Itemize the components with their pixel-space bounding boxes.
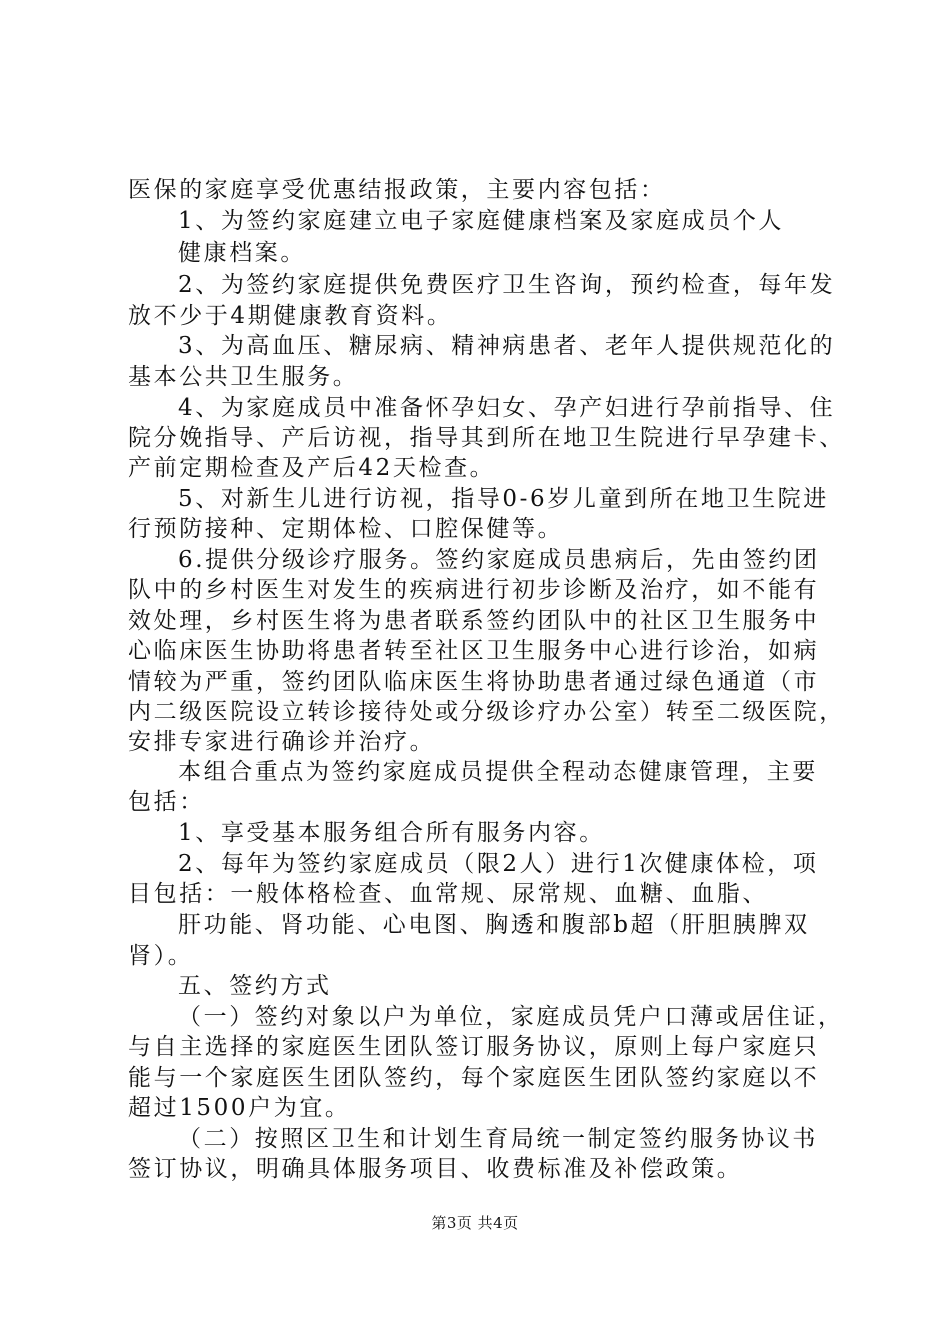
text-line: 2、每年为签约家庭成员（限2人）进行1次健康体检，项 bbox=[178, 851, 819, 877]
text-line: 与自主选择的家庭医生团队签订服务协议，原则上每户家庭只 bbox=[128, 1034, 820, 1060]
text-line: 本组合重点为签约家庭成员提供全程动态健康管理，主要 bbox=[178, 759, 818, 785]
text-line: 肾）。 bbox=[128, 943, 194, 969]
text-line: 放不少于4期健康教育资料。 bbox=[128, 303, 453, 329]
text-line: 基本公共卫生服务。 bbox=[128, 364, 359, 390]
text-line: （一）签约对象以户为单位，家庭成员凭户口薄或居住证， bbox=[178, 1004, 844, 1030]
text-line: 5、对新生儿进行访视，指导0-6岁儿童到所在地卫生院进 bbox=[178, 486, 829, 512]
page-number: 第3页 共4页 bbox=[431, 1214, 519, 1232]
text-line: （二）按照区卫生和计划生育局统一制定签约服务协议书 bbox=[178, 1126, 818, 1152]
text-line: 包括： bbox=[128, 789, 205, 815]
text-line: 目包括：一般体格检查、血常规、尿常规、血糖、血脂、 bbox=[128, 881, 768, 907]
text-line: 效处理，乡村医生将为患者联系签约团队中的社区卫生服务中 bbox=[128, 608, 820, 634]
text-line: 队中的乡村医生对发生的疾病进行初步诊断及治疗，如不能有 bbox=[128, 577, 820, 603]
text-line: 医保的家庭享受优惠结报政策，主要内容包括： bbox=[128, 177, 666, 203]
text-line: 肝功能、肾功能、心电图、胸透和腹部b超（肝胆胰脾双 bbox=[178, 912, 810, 938]
text-line: 6.提供分级诊疗服务。签约家庭成员患病后，先由签约团 bbox=[178, 547, 820, 573]
text-line: 3、为高血压、糖尿病、精神病患者、老年人提供规范化的 bbox=[178, 333, 836, 359]
text-line: 内二级医院设立转诊接待处或分级诊疗办公室）转至二级医院， bbox=[128, 699, 845, 725]
text-line: 超过1500户为宜。 bbox=[128, 1095, 351, 1121]
text-line: 院分娩指导、产后访视，指导其到所在地卫生院进行早孕建卡、 bbox=[128, 425, 845, 451]
text-line: 心临床医生协助将患者转至社区卫生服务中心进行诊治，如病 bbox=[128, 638, 820, 664]
text-line: 签订协议，明确具体服务项目、收费标准及补偿政策。 bbox=[128, 1156, 743, 1182]
text-line: 行预防接种、定期体检、口腔保健等。 bbox=[128, 516, 564, 542]
text-line: 1、为签约家庭建立电子家庭健康档案及家庭成员个人 bbox=[178, 208, 785, 234]
section-heading: 五、签约方式 bbox=[178, 973, 332, 999]
text-line: 4、为家庭成员中准备怀孕妇女、孕产妇进行孕前指导、住 bbox=[178, 395, 836, 421]
text-line: 1、享受基本服务组合所有服务内容。 bbox=[178, 820, 605, 846]
text-line: 健康档案。 bbox=[178, 240, 306, 266]
text-line: 2、为签约家庭提供免费医疗卫生咨询，预约检查，每年发 bbox=[178, 272, 836, 298]
text-line: 产前定期检查及产后42天检查。 bbox=[128, 455, 496, 481]
text-line: 情较为严重，签约团队临床医生将协助患者通过绿色通道（市 bbox=[128, 669, 820, 695]
text-line: 安排专家进行确诊并治疗。 bbox=[128, 729, 436, 755]
text-line: 能与一个家庭医生团队签约，每个家庭医生团队签约家庭以不 bbox=[128, 1065, 820, 1091]
